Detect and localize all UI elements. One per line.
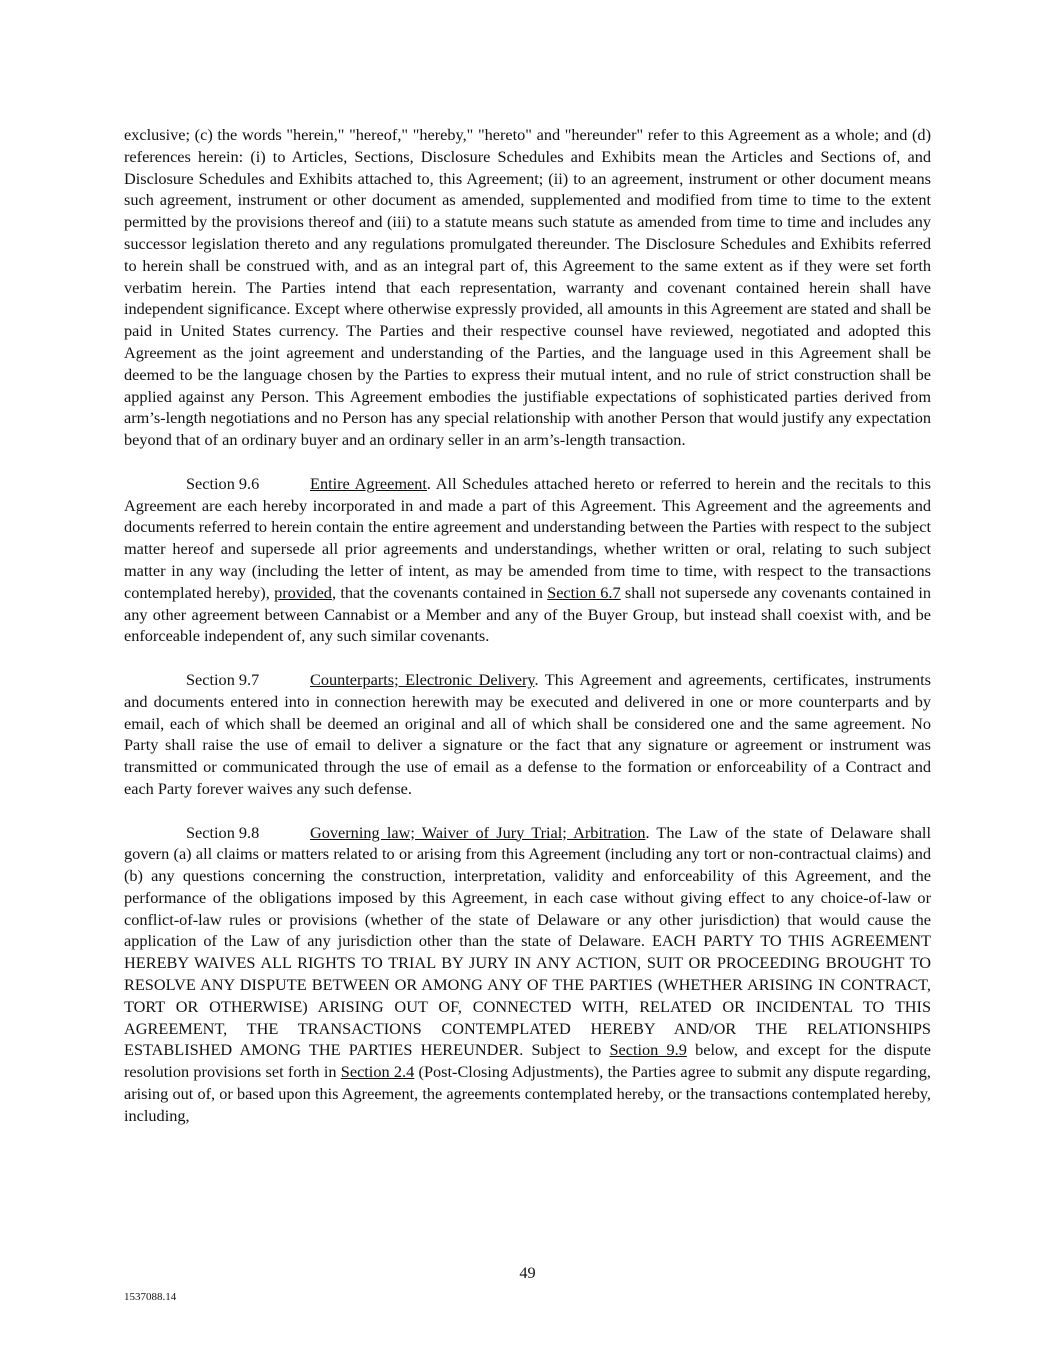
section-title: Governing law; Waiver of Jury Trial; Arbitration	[310, 822, 646, 842]
section-reference: Section 2.4	[340, 1062, 415, 1082]
section-9-7	[124, 669, 931, 800]
section-text: . This Agreement and agreements, certificates, instruments and documents entered into in connection herewith may be executed and delivered in one or more counterparts and by email, each of which shall be deemed an original and all of which shall be considered one and the same agreement. No Party shall raise the use of email to deliver a signature or the fact that any signature or agreement or instrument was transmitted or communicated through the use of email as a defense to the formation or enforceability of a Contract and each Party forever waives any such defense.	[124, 669, 931, 798]
section-text: . The Law of the state of Delaware shall govern (a) all claims or matters related to or arising from this Agreement (including any tort or non-contractual claims) and (b) any questions concerning the construction, interpretation, validity and enforceability of this Agreement, and the performance of the obligations imposed by this Agreement, in each case without giving effect to any choice-of-law or conflict-of-law rules or provisions (whether of the state of Delaware or any other jurisdiction) that would cause the application of the Law of any jurisdiction other than the state of Delaware. EACH PARTY TO THIS AGREEMENT HEREBY WAIVES ALL RIGHTS TO TRIAL BY JURY IN ANY ACTION, SUIT OR PROCEEDING BROUGHT TO RESOLVE ANY DISPUTE BETWEEN OR AMONG ANY OF THE PARTIES (WHETHER ARISING IN CONTRACT, TORT OR OTHERWISE) ARISING OUT OF, CONNECTED WITH, RELATED OR INCIDENTAL TO THIS AGREEMENT, THE TRANSACTIONS CONTEMPLATED HEREBY AND/OR THE RELATIONSHIPS ESTABLISHED AMONG THE PARTIES HEREUNDER. Subject to	[124, 822, 931, 1060]
section-9-6	[124, 473, 931, 647]
section-text: below, and except for the dispute resolution provisions set forth in	[124, 1040, 931, 1082]
section-9-8	[124, 822, 931, 1127]
page-number: 49	[519, 1263, 536, 1282]
document-body	[124, 124, 931, 1148]
section-number: Section 9.6	[186, 473, 260, 493]
provided-term: provided	[274, 582, 332, 602]
section-text: (Post-Closing Adjustments), the Parties agree to submit any dispute regarding, arising out of, or based upon this Agreement, the agreements contemplated hereby, or the transactions contemplated hereby, including,	[124, 1062, 931, 1125]
section-text: . All Schedules attached hereto or referred to herein and the recitals to this Agreement are each hereby incorporated in and made a part of this Agreement. This Agreement and the agreements and documents referred to herein contain the entire agreement and understanding between the Parties with respect to the subject matter hereof and supersede all prior agreements and understandings, whether written or oral, relating to such subject matter in any way (including the letter of intent, as may be amended from time to time, with respect to the transactions contemplated hereby),	[124, 473, 932, 602]
section-reference: Section 6.7	[547, 582, 621, 602]
paragraph-continuation: exclusive; (c) the words "herein," "hereof," "hereby," "hereto" and "hereunder" refer to this Agreement as a whole; and (d) references herein: (i) to Articles, Sections, Disclosure Schedules and Exhibits mean the Articles and Sections of, and Disclosure Schedules and Exhibits attached to, this Agreement; (ii) to an agreement, instrument or other document means such agreement, instrument or other document as amended, supplemented and modified from time to time to the extent permitted by the provisions thereof and (iii) to a statute means such statute as amended from time to time and includes any successor legislation thereto and any regulations promulgated thereunder. The Disclosure Schedules and Exhibits referred to herein shall be construed with, and as an integral part of, this Agreement to the same extent as if they were set forth verbatim herein. The Parties intend that each representation, warranty and covenant contained herein shall have independent significance. Except where otherwise expressly provided, all amounts in this Agreement are stated and shall be paid in United States currency. The Parties and their respective counsel have reviewed, negotiated and adopted this Agreement as the joint agreement and understanding of the Parties, and the language used in this Agreement shall be deemed to be the language chosen by the Parties to express their mutual intent, and no rule of strict construction shall be applied against any Person. This Agreement embodies the justifiable expectations of sophisticated parties derived from arm’s-length negotiations and no Person has any special relationship with another Person that would justify any expectation beyond that of an ordinary buyer and an ordinary seller in an arm’s-length transaction.	[124, 125, 931, 450]
document-id: 1537088.14	[124, 1291, 177, 1303]
section-title: Counterparts; Electronic Delivery	[310, 669, 535, 689]
section-reference: Section 9.9	[609, 1040, 687, 1060]
section-title: Entire Agreement	[310, 473, 427, 493]
section-number: Section 9.8	[186, 822, 260, 842]
section-text: shall not supersede any covenants contained in any other agreement between Cannabist or a Member and any of the Buyer Group, but instead shall coexist with, and be enforceable independent of, any such similar covenants.	[124, 582, 931, 646]
section-text: , that the covenants contained in	[331, 582, 548, 602]
section-number: Section 9.7	[186, 669, 260, 689]
